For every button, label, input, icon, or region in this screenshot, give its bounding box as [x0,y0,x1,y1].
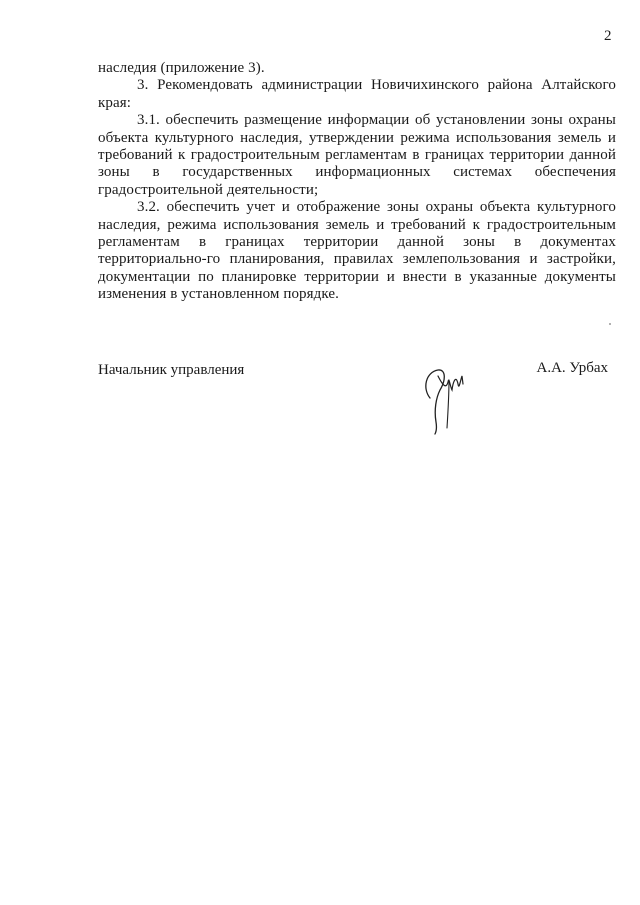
paragraph-item-3-2: 3.2. обеспечить учет и отображение зоны охраны объекта культурного наследия, режима использования земель и требований к градостроительным регламентам в границах территории данной зоны в документах территориально-го планирования, правилах землепользования и застройки, документации по планировке территории и внести в указанные документы изменения в установленном порядке. [98,199,616,303]
paragraph-item-3-1: 3.1. обеспечить размещение информации об установлении зоны охраны объекта культурного наследия, утверждении режима использования земель и требований к градостроительным регламентам в границах территории данной зоны в государственных информационных системах обеспечения градостроительной деятельности; [98,112,616,198]
document-body [98,60,616,304]
page-number: 2 [604,28,612,44]
paragraph-continuation: наследия (приложение 3). [98,60,265,76]
paragraph-item-3: 3. Рекомендовать администрации Новичихинского района Алтайского края: [98,77,616,111]
scan-speck [609,323,611,325]
signer-title: Начальник управления [98,362,245,378]
signer-name: А.А. Урбах [536,360,608,376]
signature-block [98,356,616,446]
handwritten-signature [416,356,476,436]
